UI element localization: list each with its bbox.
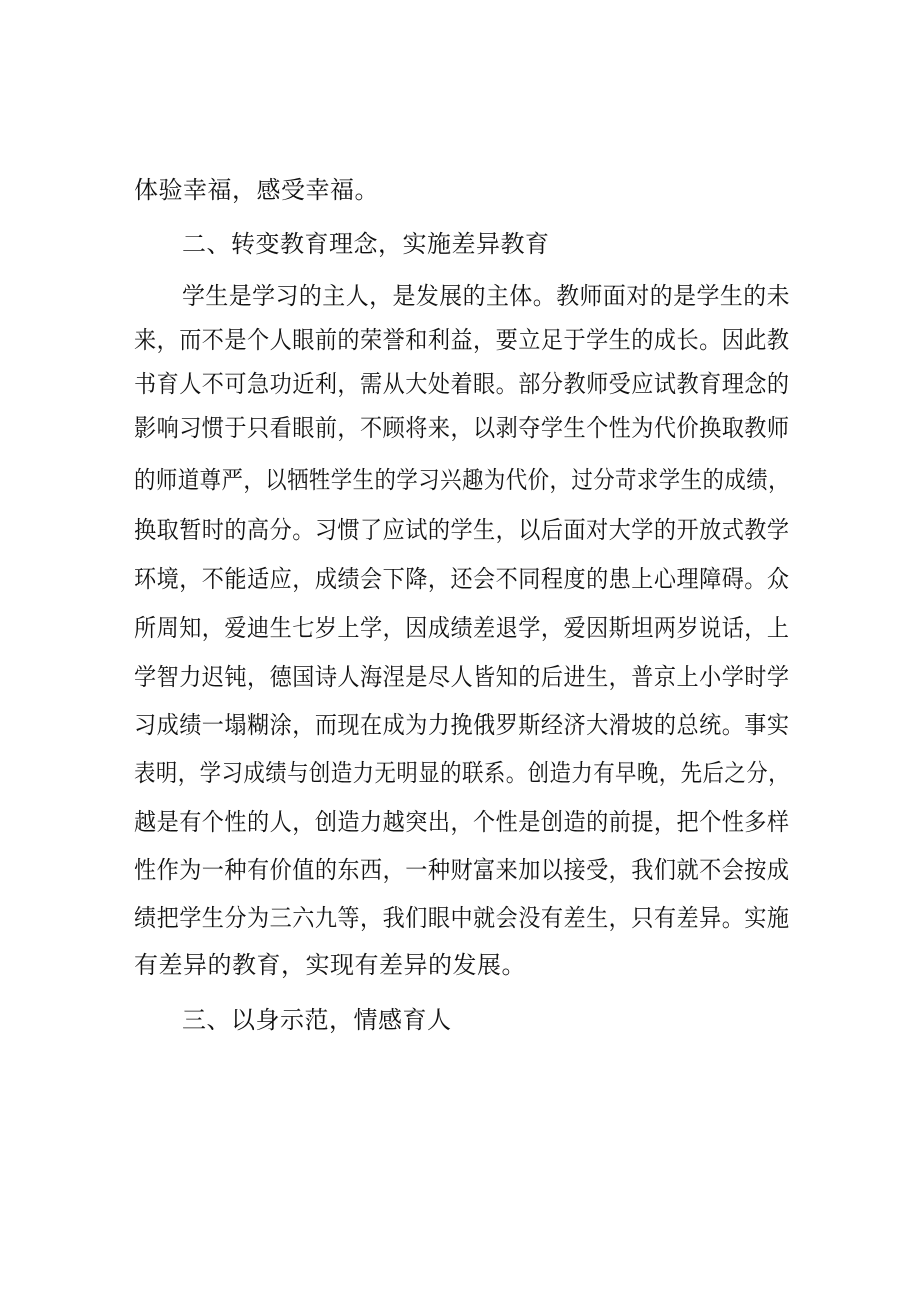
paragraph-line: 所周知，爱迪生七岁上学，因成绩差退学，爱因斯坦两岁说话，上 [134, 614, 790, 642]
paragraph-line: 习成绩一塌糊涂，而现在成为力挽俄罗斯经济大滑坡的总统。事实 [134, 711, 790, 739]
paragraph-line: 环境，不能适应，成绩会下降，还会不同程度的患上心理障碍。众 [134, 565, 790, 593]
paragraph-line: 书育人不可急功近利，需从大处着眼。部分教师受应试教育理念的 [134, 370, 790, 398]
section-heading-2: 二、转变教育理念，实施差异教育 [182, 230, 550, 258]
paragraph-line: 的师道尊严，以牺牲学生的学习兴趣为代价，过分苛求学生的成绩， [134, 466, 790, 494]
paragraph-line: 学智力迟钝，德国诗人海涅是尽人皆知的后进生，普京上小学时学 [134, 663, 790, 691]
paragraph-line: 来，而不是个人眼前的荣誉和利益，要立足于学生的成长。因此教 [134, 326, 790, 354]
paragraph-line: 表明，学习成绩与创造力无明显的联系。创造力有早晚，先后之分， [134, 759, 790, 787]
paragraph-line: 换取暂时的高分。习惯了应试的学生，以后面对大学的开放式教学 [134, 516, 790, 544]
section-heading-3: 三、以身示范，情感育人 [182, 1006, 452, 1034]
paragraph-line: 越是有个性的人，创造力越突出，个性是创造的前提，把个性多样 [134, 808, 790, 836]
paragraph-line: 绩把学生分为三六九等，我们眼中就会没有差生，只有差异。实施 [134, 904, 790, 932]
paragraph-line: 学生是学习的主人，是发展的主体。教师面对的是学生的未 [182, 282, 791, 310]
paragraph-line: 性作为一种有价值的东西，一种财富来加以接受，我们就不会按成 [134, 856, 790, 884]
paragraph-line: 有差异的教育，实现有差异的发展。 [134, 951, 526, 979]
paragraph-line: 影响习惯于只看眼前，不顾将来，以剥夺学生个性为代价换取教师 [134, 414, 790, 442]
opening-line: 体验幸福，感受幸福。 [134, 176, 379, 204]
